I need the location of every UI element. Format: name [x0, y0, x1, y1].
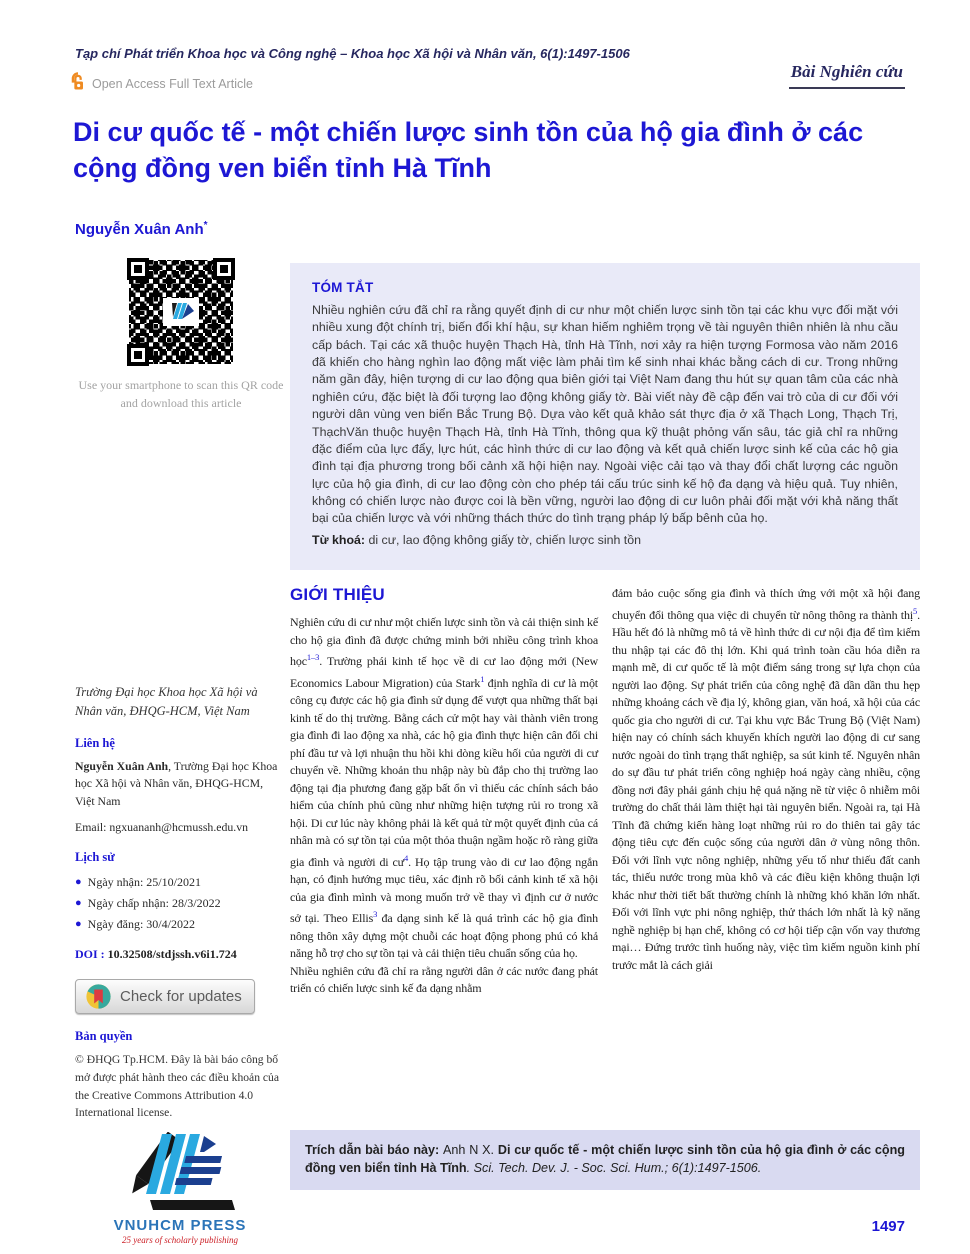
citation-box [290, 1130, 920, 1190]
history-item: ● Ngày chấp nhận: 28/3/2022 [75, 893, 285, 914]
text-column-left [290, 585, 598, 1133]
crossmark-logo-icon [86, 984, 111, 1009]
open-access-label: Open Access Full Text Article [92, 77, 253, 91]
vnuhcm-press-logo-icon [104, 1132, 256, 1216]
page-number: 1497 [871, 1218, 905, 1235]
citation-label: Trích dẫn bài báo này: [305, 1143, 444, 1157]
main-text-columns [290, 585, 920, 1133]
history-item: ● Ngày nhận: 25/10/2021 [75, 872, 285, 893]
author-name: Nguyễn Xuân Anh* [75, 220, 208, 238]
contact-text: Nguyễn Xuân Anh, Trường Đại học Khoa học Xã hội và Nhân văn, ĐHQG-HCM, Việt Nam [75, 758, 278, 808]
author-affiliation-marker: * [203, 220, 208, 231]
citation-authors: Anh N X. [443, 1143, 498, 1157]
page-title: Di cư quốc tế - một chiến lược sinh tồn của hộ gia đình ở các cộng đồng ven biển tỉnh Hà Tĩnh [73, 117, 864, 184]
copyright-heading: Bản quyền [75, 1028, 133, 1043]
open-access-row [70, 71, 253, 97]
paragraph: Nghiên cứu di cư như một chiến lược sinh tồn và cải thiện sinh kế cho hộ gia đình đã được chứng minh bởi nhiều công trình khoa học$^{1-3}$. Trường phái kinh tế học về di cư lao động mới (New Economics Labour Migration) của Stark$^1$ định nghĩa di cư là một công cụ được các hộ gia đình sử dụng để vượt qua những thất bại kinh tế do thị trường. Bằng cách cử một hay vài thành viên trong gia đình đi lao động xa nhà, các hộ gia đình thực hiện cân đối chi phí đầu tư và lợi nhuận thu hồi khi dòng kiều hối của người di cư chuyển về. Những khoản thu nhập này bù đắp cho thị trường lao động tại địa phương đang gặp bất ổn vì thiếu các chính sách bảo hiểm của chính phủ cũng như những hiện tượng rủi ro trong xã hội. Di cư lúc này không phải là kết quả từ một quyết định của cá nhân mà có sự tồn tại của một thỏa thuận ngầm hoặc rõ ràng giữa gia đình và người di cư$^4$. Họ tập trung vào di cư lao động ngắn hạn, có định hướng mục tiêu, xác định rõ bối cảnh kinh tế xã hội của gia đình mình và mong muốn trở về thay vì định cư ở nước sở tại. Theo Ellis$^3$ đa dạng sinh kế là quá trình các hộ gia đình nông thôn xây dựng một chuỗi các hoạt động phong phú có khả năng hỗ trợ cho sự tồn tại và cải thiện tiêu chuẩn sống của họ. [290, 615, 599, 960]
publisher-tagline: 25 years of scholarly publishing [122, 1235, 238, 1246]
copyright-text: © ĐHQG Tp.HCM. Đây là bài báo công bố mở được phát hành theo các điều khoản của the Creative Commons Attribution 4.0 International license. [75, 1052, 279, 1120]
history-list [75, 872, 285, 935]
qr-caption: Use your smartphone to scan this QR code and download this article [78, 378, 284, 410]
qr-code [127, 258, 235, 366]
paragraph: Nhiều nghiên cứu đã chỉ ra rằng người dân ở các nước đang phát triển có chiến lược sinh kế đa dạng nhằm [290, 963, 598, 995]
qr-block [75, 258, 287, 412]
publisher-logo [75, 1132, 285, 1245]
abstract-box [290, 263, 920, 570]
publisher-name: VNUHCM PRESS [113, 1217, 247, 1235]
bullet-icon: ● [75, 875, 82, 888]
contact-email: Email: ngxuananh@hcmussh.edu.vn [75, 819, 249, 834]
doi-line: DOI : 10.32508/stdjssh.v6i1.724 [75, 946, 237, 961]
paragraph: đảm bảo cuộc sống gia đình và thích ứng với một xã hội đang chuyển đổi thông qua việc di chuyển từ nông thông ra thành thị$^5$. Hầu hết đó là những mô tả về hình thức di cư nội địa để tìm kiếm thu nhập tại các đô thị lớn. Khi quá trình toàn cầu hóa diễn ra mạnh mẽ, di cư quốc tế là một điểm sáng trong sự lựa chọn của người lao động. Sự phát triển của công nghệ đã dần dần thu hẹp những khoảng cách về địa lý, không gian, văn hoá, xã hội của các quốc gia cho người di cư. Tại khu vực Bắc Trung Bộ (Việt Nam) hiện nay có chính sách khuyến khích người lao động di cư sang nước ngoài do tình trạng thất nghiệp, sa sút kinh tế. Nguyên nhân do sự đầu tư phát triển công nghiệp hoá ngày càng nhiều, cộng đồng nơi đây phải gánh chịu hệ quả nặng nề từ việc ô nhiễm môi trường do chất thải làm thiệt hại tài nguyên biển. Ngoài ra, tại Hà Tĩnh đã chứng kiến hàng loạt những rủi ro do thiên tai gây tác động tiêu cực đến cuộc sống của người dân ở vùng nông thôn. Đối với lĩnh vực nông nghiệp, những yếu tố như thiếu đất canh tác, thiếu nước trong mùa khô và các điều kiện không thuận lợi khác như thời tiết bất thường chính là những khó khăn lớn nhất. Đối với lĩnh vực phi nông nghiệp, thử thách lớn nhất là kỹ năng nghề nghiệp bị hạn chế, không có cơ hội tiếp cận vốn vay thương mại… Đứng trước tình huống này, việc tìm kiếm nguồn kinh phí trước mắt là cách giải [612, 586, 920, 972]
check-for-updates-button[interactable] [75, 979, 255, 1014]
left-sidebar [75, 683, 285, 1245]
citation-ref: 4 [404, 852, 409, 863]
citation-ref: 3 [373, 909, 378, 919]
section-heading-intro: GIỚI THIỆU [290, 585, 385, 604]
text-column-right [612, 585, 920, 1133]
abstract-heading: TÓM TẮT [312, 280, 374, 295]
journal-title-line: Tạp chí Phát triển Khoa học và Công nghệ – Khoa học Xã hội và Nhân văn, 6(1):1497-1506 [75, 46, 630, 61]
keywords-label: Từ khoá: [312, 532, 366, 547]
check-for-updates-label: Check for updates [120, 987, 242, 1005]
abstract-keywords: Từ khoá: di cư, lao động không giấy tờ, chiến lược sinh tồn [312, 532, 642, 547]
abstract-body: Nhiều nghiên cứu đã chỉ ra rằng quyết định di cư như một chiến lược sinh tồn tại các khu vực đối mặt với nhiều xung đột chính trị, biến đổi khí hậu, sự khan hiếm nghiêm trọng về tài nguyên thiên nhiên là nhu cầu cấp bách. Tại các xã thuộc huyện Thạch Hà, tỉnh Hà Tĩnh, nơi xảy ra hiện tượng Formosa vào năm 2016 đã khiến cho hàng nghìn lao động mất việc làm phải tìm kế sinh nhai khác bằng cách di cư. Trong những năm gần đây, hiện tượng di cư lao động qua biên giới tại Việt Nam đang thu hút sự quan tâm của các nhà nghiên cứu, đặc biệt là đối tượng lao động không giấy tờ. Bài viết này đề cập đến vai trò của di cư đối với người dân vùng ven biển Bắc Trung Bộ. Dựa vào kết quả khảo sát thực địa ở xã Thạch Long, Thạch Trị, ThạchVăn thuộc huyện Thạch Hà, tỉnh Hà Tĩnh, thông qua kỹ thuật phỏng vấn sâu, tác giả chỉ ra những đặc điểm của lực đẩy, lực hút, các hình thức di cư lao động và kết quả chiến lược sinh kế của các hộ gia đình tại địa phương trong bối cảnh xã hội hiện nay. Ngoài việc cải tạo và thay đổi chất lượng các nguồn lực của hộ gia đình, di cư lao động còn cho phép tái cấu trúc sinh kế hộ đa dạng và hiệu quả. Tuy nhiên, không có chiến lược nào được coi là bền vững, người lao động di cư luôn phải đối mặt với khả năng thất bại của chiến lược và với những thách thức do tình trạng pháp lý bấp bênh của họ. [312, 303, 898, 526]
qr-finder-icon [213, 258, 235, 280]
qr-finder-icon [127, 258, 149, 280]
bullet-icon: ● [75, 896, 82, 909]
open-access-icon [70, 71, 86, 97]
qr-center-logo-icon [163, 298, 199, 326]
bullet-icon: ● [75, 917, 82, 930]
qr-finder-icon [127, 344, 149, 366]
citation-title: Di cư quốc tế - một chiến lược sinh tồn của hộ gia đình ở các cộng đồng ven biển tỉnh Hà Tĩnh [305, 1143, 905, 1176]
article-type-badge: Bài Nghiên cứu [789, 62, 905, 89]
citation-journal: . Sci. Tech. Dev. J. - Soc. Sci. Hum.; 6(1):1497-1506. [466, 1161, 762, 1176]
affiliation-text: Trường Đại học Khoa học Xã hội và Nhân văn, ĐHQG-HCM, Việt Nam [75, 685, 258, 718]
history-item: ● Ngày đăng: 30/4/2022 [75, 914, 285, 935]
contact-heading: Liên hệ [75, 735, 115, 750]
citation-ref: 1–3 [306, 652, 320, 662]
citation-ref: 1 [480, 673, 485, 684]
citation-ref: 5 [913, 605, 918, 616]
history-heading: Lịch sử [75, 849, 115, 864]
